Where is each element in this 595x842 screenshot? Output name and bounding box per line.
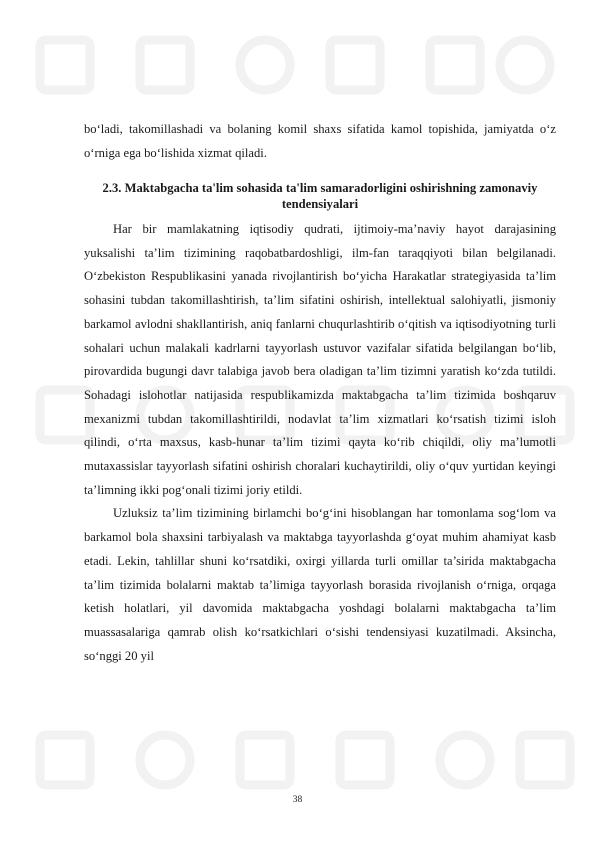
paragraph-2: Uzluksiz ta’lim tizimining birlamchi bo‘g‘ini hisoblangan har tomonlama sog‘lom va barkamol bola shaxsini tarbiyalash va maktabga tayyorlashda g‘oyat muhim ahamiyat kasb etadi. Lekin, tahlillar shuni ko‘rsatdiki, oxirgi yillarda turli omillar ta’sirida maktabgacha ta’lim tizimida bolalarni maktab ta’limiga tayyorlash borasida rivojlanish o‘rniga, orqaga ketish holatlari, yil davomida maktabgacha yoshdagi bolalarni maktabgacha ta’lim muassasalariga qamrab olish ko‘rsatkichlari o‘sishi tendensiyasi kuzatilmadi. Aksincha, so‘nggi 20 yil [84, 506, 556, 663]
intro-section [84, 118, 556, 165]
section-heading-block [84, 181, 556, 212]
section-heading: 2.3. Maktabgacha ta'lim sohasida ta'lim samaradorligini oshirishning zamonaviy tendensiyalari [102, 181, 538, 211]
body-text [84, 218, 556, 668]
intro-paragraph: bo‘ladi, takomillashadi va bolaning komil shaxs sifatida kamol topishida, jamiyatda o‘z o‘rniga ega bo‘lishida xizmat qiladi. [84, 122, 556, 160]
page-number: 38 [292, 795, 303, 805]
paragraph-1: Har bir mamlakatning iqtisodiy qudrati, ijtimoiy-ma’naviy hayot darajasining yuksalishi ta’lim tizimining raqobatbardoshligi, ilm-fan taraqqiyoti bilan belgilanadi. O‘zbekiston Respublikasini yanada rivojlantirish bo‘yicha Harakatlar strategiyasida ta’lim sohasini tubdan takomillashtirish, ta’lim sifatini oshirish, intellektual salohiyatli, jismoniy barkamol avlodni shakllantirish, aniq fanlarni chuqurlashtirib o‘qitish va iqtisodiyotning turli sohalari uchun malakali kadrlarni tayyorlash ustuvor vazifalar sifatida belgilangan bo‘lib, pirovardida bugungi davr talabiga javob bera oladigan ta’lim tizimni yaratish ko‘zda tutildi. Sohadagi islohotlar natijasida respublikamizda maktabgacha ta’lim tizimida boshqaruv mexanizmi tubdan takomillashtirildi, nodavlat ta’lim xizmatlari ko‘rsatish tizimi isloh qilindi, o‘rta maxsus, kasb-hunar ta’lim tizimi qayta ko‘rib chiqildi, oliy ma’lumotli mutaxassislar tayyorlash sifatini oshirish choralari kuchaytirildi, oliy o‘quv yurtidan keyingi ta’limning ikki pog‘onali tizimi joriy etildi. [84, 222, 556, 497]
